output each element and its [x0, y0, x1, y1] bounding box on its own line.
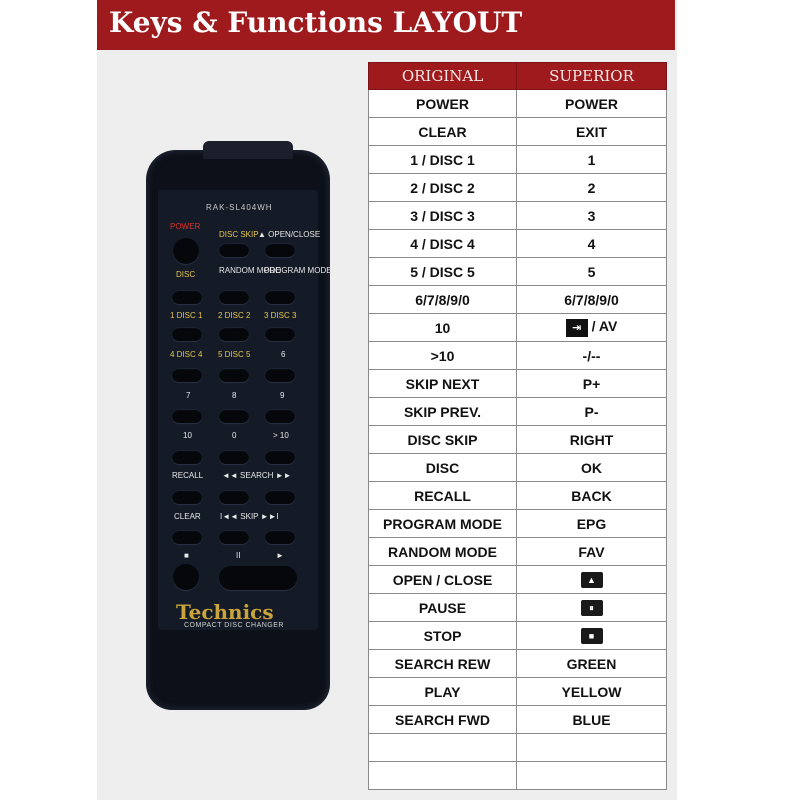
remote-button: [219, 327, 249, 341]
cell-original: DISC SKIP: [369, 426, 517, 454]
cell-superior: EXIT: [517, 118, 667, 146]
remote-label-search: ◄◄ SEARCH ►►: [222, 471, 292, 480]
remote-button: [219, 368, 249, 382]
remote-label-n0: 0: [232, 431, 237, 440]
table-row: [369, 118, 667, 146]
table-row: [369, 678, 667, 706]
table-row: [369, 202, 667, 230]
remote-button: [172, 450, 202, 464]
table-row: [369, 706, 667, 734]
cell-superior: 2: [517, 174, 667, 202]
cell-superior: OK: [517, 454, 667, 482]
cell-original: OPEN / CLOSE: [369, 566, 517, 594]
cell-superior: P+: [517, 370, 667, 398]
cell-superior: [517, 622, 667, 650]
remote-brand-logo: Technics: [176, 600, 274, 624]
cell-original: 3 / DISC 3: [369, 202, 517, 230]
remote-label-clear: CLEAR: [174, 512, 201, 521]
cell-original: >10: [369, 342, 517, 370]
remote-label-stop: ■: [184, 551, 189, 560]
remote-button: [172, 327, 202, 341]
cell-original: SEARCH FWD: [369, 706, 517, 734]
input-source-icon: ⇥: [566, 319, 588, 337]
table-header-row: [369, 63, 667, 90]
remote-label-random: RANDOM MODE: [219, 266, 281, 275]
remote-label-play: ►: [276, 551, 284, 560]
remote-play-button: [219, 566, 297, 590]
remote-label-n8: 8: [232, 391, 237, 400]
cell-original: 4 / DISC 4: [369, 230, 517, 258]
remote-label-d2: 2 DISC 2: [218, 311, 251, 320]
cell-superior: BLUE: [517, 706, 667, 734]
remote-label-d3: 3 DISC 3: [264, 311, 297, 320]
cell-original: RANDOM MODE: [369, 538, 517, 566]
table-row: [369, 510, 667, 538]
remote-label-program: PROGRAM MODE: [264, 266, 332, 275]
remote-button: [219, 490, 249, 504]
cell-superior: 6/7/8/9/0: [517, 286, 667, 314]
cell-superior: 3: [517, 202, 667, 230]
remote-button: [265, 450, 295, 464]
header-superior: SUPERIOR: [517, 63, 667, 90]
title-banner: [97, 0, 675, 50]
cell-original: PROGRAM MODE: [369, 510, 517, 538]
table-row: [369, 622, 667, 650]
stop-icon: ■: [581, 628, 603, 644]
table-row: [369, 258, 667, 286]
cell-superior: [517, 594, 667, 622]
remote-label-skip: I◄◄ SKIP ►►I: [220, 512, 279, 521]
cell-original: STOP: [369, 622, 517, 650]
remote-button: [265, 530, 295, 544]
table-row: [369, 482, 667, 510]
cell-original: DISC: [369, 454, 517, 482]
table-row: [369, 342, 667, 370]
remote-button: [172, 290, 202, 304]
cell-original: SEARCH REW: [369, 650, 517, 678]
eject-icon: ▲: [581, 572, 603, 588]
cell-superior: 5: [517, 258, 667, 286]
page-title: Keys & Functions LAYOUT: [109, 6, 523, 39]
cell-original: 6/7/8/9/0: [369, 286, 517, 314]
cell-original: SKIP NEXT: [369, 370, 517, 398]
table-row: [369, 286, 667, 314]
remote-button: [265, 243, 295, 257]
cell-superior: BACK: [517, 482, 667, 510]
remote-label-d4: 4 DISC 4: [170, 350, 203, 359]
cell-superior: POWER: [517, 90, 667, 118]
remote-button: [172, 409, 202, 423]
cell-superior: [517, 762, 667, 790]
remote-button: [172, 490, 202, 504]
remote-stop-button: [173, 564, 199, 590]
remote-label-d5: 5 DISC 5: [218, 350, 251, 359]
pause-icon: ⏸: [581, 600, 603, 616]
remote-label-pause: II: [236, 551, 241, 560]
cell-superior: P-: [517, 398, 667, 426]
remote-label-disc: DISC: [176, 270, 196, 279]
remote-button: [219, 530, 249, 544]
remote-button: [265, 290, 295, 304]
cell-original: SKIP PREV.: [369, 398, 517, 426]
key-mapping-table: [368, 62, 667, 790]
table-row: [369, 230, 667, 258]
remote-label-recall: RECALL: [172, 471, 204, 480]
table-row: [369, 314, 667, 342]
table-row: [369, 174, 667, 202]
remote-label-open-close: ▲ OPEN/CLOSE: [258, 230, 321, 239]
remote-label-disc-skip: DISC SKIP: [219, 230, 259, 239]
cell-original: 1 / DISC 1: [369, 146, 517, 174]
table-row: [369, 398, 667, 426]
table-row: [369, 734, 667, 762]
cell-original: [369, 762, 517, 790]
remote-button: [265, 490, 295, 504]
remote-model-label: RAK-SL404WH: [206, 203, 273, 212]
table-row: [369, 566, 667, 594]
cell-superior: RIGHT: [517, 426, 667, 454]
cell-original: 10: [369, 314, 517, 342]
cell-superior: GREEN: [517, 650, 667, 678]
cell-superior: EPG: [517, 510, 667, 538]
cell-superior: [517, 734, 667, 762]
table-row: [369, 538, 667, 566]
table-row: [369, 594, 667, 622]
table-row: [369, 426, 667, 454]
cell-original: PAUSE: [369, 594, 517, 622]
header-original: ORIGINAL: [369, 63, 517, 90]
remote-label-n6: 6: [281, 350, 286, 359]
cell-original: [369, 734, 517, 762]
remote-power-button: [173, 238, 199, 264]
cell-superior: YELLOW: [517, 678, 667, 706]
remote-button: [265, 368, 295, 382]
cell-original: RECALL: [369, 482, 517, 510]
cell-superior: [517, 314, 667, 342]
remote-subtitle: COMPACT DISC CHANGER: [184, 622, 284, 629]
remote-button: [265, 327, 295, 341]
table-row: [369, 762, 667, 790]
remote-label-gt10: > 10: [273, 431, 289, 440]
table-row: [369, 90, 667, 118]
remote-button: [172, 368, 202, 382]
remote-button: [219, 450, 249, 464]
cell-superior-text: / AV: [591, 318, 618, 335]
remote-label-n7: 7: [186, 391, 191, 400]
cell-superior: FAV: [517, 538, 667, 566]
remote-button: [219, 243, 249, 257]
remote-label-n9: 9: [280, 391, 285, 400]
remote-label-n10: 10: [183, 431, 192, 440]
table-row: [369, 650, 667, 678]
remote-button: [219, 409, 249, 423]
cell-superior: 4: [517, 230, 667, 258]
cell-superior: -/--: [517, 342, 667, 370]
remote-button: [265, 409, 295, 423]
table-row: [369, 454, 667, 482]
remote-label-power: POWER: [170, 222, 201, 231]
cell-superior: [517, 566, 667, 594]
cell-original: 2 / DISC 2: [369, 174, 517, 202]
remote-ir-window: [203, 141, 293, 159]
remote-button: [172, 530, 202, 544]
cell-original: 5 / DISC 5: [369, 258, 517, 286]
remote-label-d1: 1 DISC 1: [170, 311, 203, 320]
table-row: [369, 370, 667, 398]
cell-original: CLEAR: [369, 118, 517, 146]
cell-original: POWER: [369, 90, 517, 118]
cell-superior: 1: [517, 146, 667, 174]
table-row: [369, 146, 667, 174]
remote-button: [219, 290, 249, 304]
cell-original: PLAY: [369, 678, 517, 706]
